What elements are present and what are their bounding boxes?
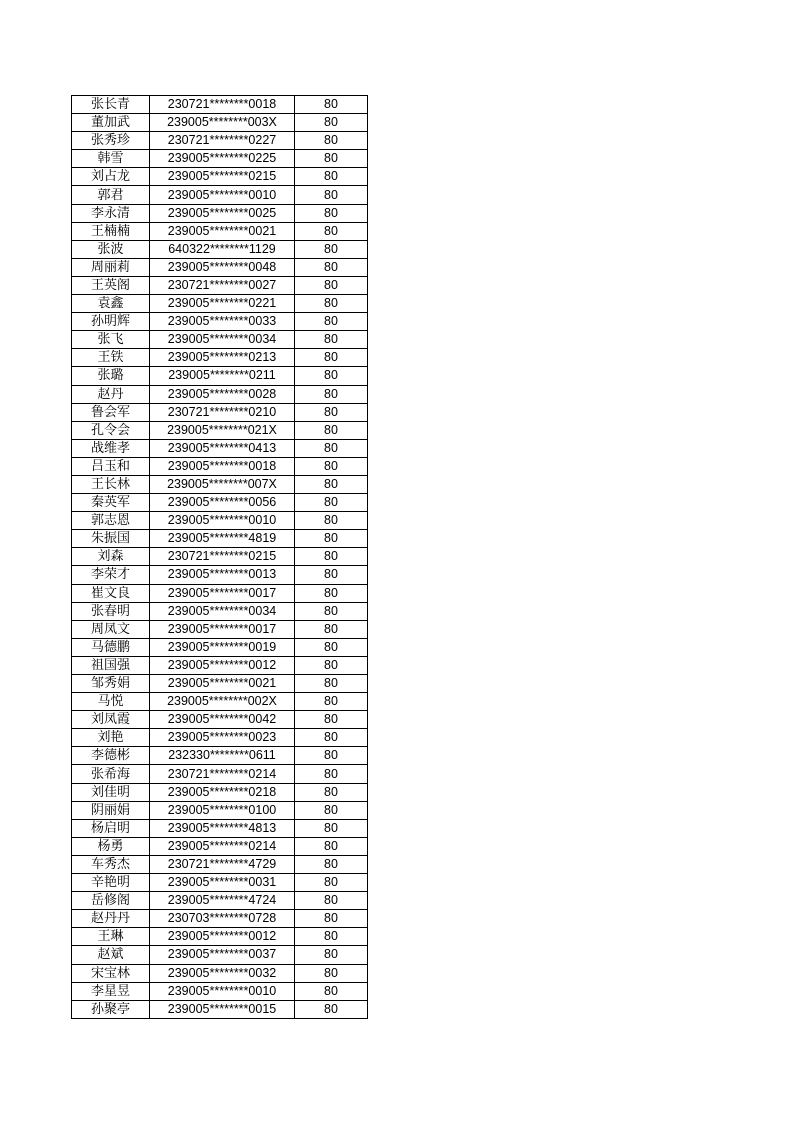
table-row xyxy=(72,186,368,204)
score-cell: 80 xyxy=(295,150,368,168)
id-number-cell: 239005********0048 xyxy=(150,258,295,276)
table-row xyxy=(72,494,368,512)
name-cell: 赵丹 xyxy=(72,385,150,403)
id-number-cell: 239005********002X xyxy=(150,693,295,711)
id-number-cell: 239005********0010 xyxy=(150,512,295,530)
score-cell: 80 xyxy=(295,132,368,150)
score-cell: 80 xyxy=(295,765,368,783)
name-cell: 岳修阁 xyxy=(72,892,150,910)
name-cell: 赵斌 xyxy=(72,946,150,964)
id-number-cell: 239005********0017 xyxy=(150,620,295,638)
name-cell: 张春明 xyxy=(72,602,150,620)
id-number-cell: 239005********0034 xyxy=(150,602,295,620)
score-cell: 80 xyxy=(295,946,368,964)
table-row xyxy=(72,910,368,928)
table-row xyxy=(72,855,368,873)
id-number-cell: 239005********0056 xyxy=(150,494,295,512)
score-cell: 80 xyxy=(295,566,368,584)
score-cell: 80 xyxy=(295,855,368,873)
table-row xyxy=(72,656,368,674)
name-cell: 张飞 xyxy=(72,331,150,349)
name-cell: 董加武 xyxy=(72,114,150,132)
id-number-cell: 239005********0100 xyxy=(150,801,295,819)
id-number-cell: 239005********0021 xyxy=(150,675,295,693)
name-cell: 刘占龙 xyxy=(72,168,150,186)
name-cell: 崔文良 xyxy=(72,584,150,602)
table-row xyxy=(72,240,368,258)
score-cell: 80 xyxy=(295,439,368,457)
table-row xyxy=(72,892,368,910)
id-number-cell: 239005********0031 xyxy=(150,874,295,892)
name-cell: 李德彬 xyxy=(72,747,150,765)
id-number-cell: 239005********0033 xyxy=(150,313,295,331)
table-row xyxy=(72,512,368,530)
name-cell: 邹秀娟 xyxy=(72,675,150,693)
table-row xyxy=(72,457,368,475)
name-cell: 朱振国 xyxy=(72,530,150,548)
name-cell: 张秀珍 xyxy=(72,132,150,150)
score-cell: 80 xyxy=(295,295,368,313)
score-cell: 80 xyxy=(295,114,368,132)
score-cell: 80 xyxy=(295,313,368,331)
id-number-cell: 239005********0017 xyxy=(150,584,295,602)
score-cell: 80 xyxy=(295,385,368,403)
table-row xyxy=(72,475,368,493)
table-row xyxy=(72,96,368,114)
name-cell: 李永清 xyxy=(72,204,150,222)
table-row xyxy=(72,1000,368,1018)
table-row xyxy=(72,349,368,367)
id-number-cell: 239005********0028 xyxy=(150,385,295,403)
score-cell: 80 xyxy=(295,548,368,566)
table-row xyxy=(72,765,368,783)
score-cell: 80 xyxy=(295,638,368,656)
score-cell: 80 xyxy=(295,729,368,747)
id-number-cell: 239005********0032 xyxy=(150,964,295,982)
name-cell: 战维孝 xyxy=(72,439,150,457)
table-row xyxy=(72,222,368,240)
name-cell: 张希海 xyxy=(72,765,150,783)
name-cell: 杨勇 xyxy=(72,837,150,855)
score-cell: 80 xyxy=(295,530,368,548)
table-row xyxy=(72,946,368,964)
score-cell: 80 xyxy=(295,512,368,530)
id-number-cell: 230703********0728 xyxy=(150,910,295,928)
score-cell: 80 xyxy=(295,331,368,349)
id-number-cell: 239005********0023 xyxy=(150,729,295,747)
score-cell: 80 xyxy=(295,693,368,711)
score-cell: 80 xyxy=(295,620,368,638)
id-number-cell: 230721********0210 xyxy=(150,403,295,421)
id-number-cell: 239005********0010 xyxy=(150,982,295,1000)
table-row xyxy=(72,729,368,747)
score-cell: 80 xyxy=(295,783,368,801)
id-number-cell: 230721********0227 xyxy=(150,132,295,150)
name-cell: 王英阁 xyxy=(72,276,150,294)
id-number-cell: 230721********0027 xyxy=(150,276,295,294)
score-cell: 80 xyxy=(295,421,368,439)
name-cell: 王长林 xyxy=(72,475,150,493)
id-number-cell: 239005********0021 xyxy=(150,222,295,240)
table-row xyxy=(72,747,368,765)
table-row xyxy=(72,132,368,150)
name-cell: 祖国强 xyxy=(72,656,150,674)
table-row xyxy=(72,295,368,313)
table-row xyxy=(72,258,368,276)
table-row xyxy=(72,403,368,421)
name-cell: 郭志恩 xyxy=(72,512,150,530)
table-row xyxy=(72,168,368,186)
table-row xyxy=(72,204,368,222)
name-cell: 周凤文 xyxy=(72,620,150,638)
name-cell: 张波 xyxy=(72,240,150,258)
score-cell: 80 xyxy=(295,168,368,186)
score-cell: 80 xyxy=(295,222,368,240)
table-row xyxy=(72,711,368,729)
score-cell: 80 xyxy=(295,276,368,294)
table-row xyxy=(72,693,368,711)
name-cell: 王琳 xyxy=(72,928,150,946)
score-cell: 80 xyxy=(295,874,368,892)
table-row xyxy=(72,675,368,693)
id-number-cell: 239005********0225 xyxy=(150,150,295,168)
table-row xyxy=(72,530,368,548)
name-cell: 马德鹏 xyxy=(72,638,150,656)
table-row xyxy=(72,439,368,457)
score-cell: 80 xyxy=(295,349,368,367)
score-cell: 80 xyxy=(295,457,368,475)
id-number-cell: 239005********021X xyxy=(150,421,295,439)
name-cell: 郭君 xyxy=(72,186,150,204)
score-cell: 80 xyxy=(295,711,368,729)
id-number-cell: 239005********0221 xyxy=(150,295,295,313)
name-cell: 刘凤霞 xyxy=(72,711,150,729)
table-row xyxy=(72,638,368,656)
table-row xyxy=(72,367,368,385)
id-number-cell: 239005********0018 xyxy=(150,457,295,475)
id-number-cell: 640322********1129 xyxy=(150,240,295,258)
id-number-cell: 230721********0215 xyxy=(150,548,295,566)
id-number-cell: 239005********0215 xyxy=(150,168,295,186)
id-number-cell: 239005********0019 xyxy=(150,638,295,656)
score-cell: 80 xyxy=(295,258,368,276)
score-cell: 80 xyxy=(295,910,368,928)
name-cell: 刘佳明 xyxy=(72,783,150,801)
table-row xyxy=(72,313,368,331)
id-number-cell: 239005********0013 xyxy=(150,566,295,584)
name-cell: 鲁会军 xyxy=(72,403,150,421)
name-cell: 车秀杰 xyxy=(72,855,150,873)
id-number-cell: 230721********0214 xyxy=(150,765,295,783)
table-row xyxy=(72,584,368,602)
score-cell: 80 xyxy=(295,928,368,946)
table-row xyxy=(72,385,368,403)
score-cell: 80 xyxy=(295,403,368,421)
name-cell: 赵丹丹 xyxy=(72,910,150,928)
id-number-cell: 239005********0218 xyxy=(150,783,295,801)
name-cell: 孙聚亭 xyxy=(72,1000,150,1018)
score-cell: 80 xyxy=(295,96,368,114)
name-cell: 秦英军 xyxy=(72,494,150,512)
table-row xyxy=(72,566,368,584)
score-cell: 80 xyxy=(295,602,368,620)
id-number-cell: 239005********0015 xyxy=(150,1000,295,1018)
name-cell: 刘艳 xyxy=(72,729,150,747)
id-number-cell: 239005********0211 xyxy=(150,367,295,385)
table-row xyxy=(72,928,368,946)
table-row xyxy=(72,548,368,566)
name-cell: 吕玉和 xyxy=(72,457,150,475)
table-row xyxy=(72,982,368,1000)
id-number-cell: 230721********0018 xyxy=(150,96,295,114)
id-number-cell: 239005********4819 xyxy=(150,530,295,548)
id-number-cell: 239005********4813 xyxy=(150,819,295,837)
table-row xyxy=(72,874,368,892)
name-cell: 韩雪 xyxy=(72,150,150,168)
score-cell: 80 xyxy=(295,801,368,819)
score-cell: 80 xyxy=(295,675,368,693)
score-cell: 80 xyxy=(295,656,368,674)
score-cell: 80 xyxy=(295,747,368,765)
name-cell: 王楠楠 xyxy=(72,222,150,240)
id-number-cell: 239005********0213 xyxy=(150,349,295,367)
name-cell: 王铁 xyxy=(72,349,150,367)
name-cell: 杨启明 xyxy=(72,819,150,837)
name-cell: 宋宝林 xyxy=(72,964,150,982)
score-cell: 80 xyxy=(295,367,368,385)
name-cell: 阴丽娟 xyxy=(72,801,150,819)
table-row xyxy=(72,964,368,982)
roster-table xyxy=(71,95,368,1019)
id-number-cell: 239005********0034 xyxy=(150,331,295,349)
id-number-cell: 239005********0042 xyxy=(150,711,295,729)
id-number-cell: 239005********0010 xyxy=(150,186,295,204)
score-cell: 80 xyxy=(295,475,368,493)
score-cell: 80 xyxy=(295,1000,368,1018)
name-cell: 李荣才 xyxy=(72,566,150,584)
roster-table-body xyxy=(72,96,368,1019)
score-cell: 80 xyxy=(295,186,368,204)
name-cell: 张璐 xyxy=(72,367,150,385)
name-cell: 马悦 xyxy=(72,693,150,711)
id-number-cell: 230721********4729 xyxy=(150,855,295,873)
id-number-cell: 239005********4724 xyxy=(150,892,295,910)
table-row xyxy=(72,801,368,819)
id-number-cell: 239005********003X xyxy=(150,114,295,132)
table-row xyxy=(72,602,368,620)
score-cell: 80 xyxy=(295,204,368,222)
table-row xyxy=(72,783,368,801)
id-number-cell: 239005********0214 xyxy=(150,837,295,855)
score-cell: 80 xyxy=(295,892,368,910)
name-cell: 张长青 xyxy=(72,96,150,114)
id-number-cell: 232330********0611 xyxy=(150,747,295,765)
table-row xyxy=(72,819,368,837)
score-cell: 80 xyxy=(295,494,368,512)
table-row xyxy=(72,114,368,132)
score-cell: 80 xyxy=(295,837,368,855)
name-cell: 孔令会 xyxy=(72,421,150,439)
id-number-cell: 239005********007X xyxy=(150,475,295,493)
score-cell: 80 xyxy=(295,584,368,602)
name-cell: 李星昱 xyxy=(72,982,150,1000)
id-number-cell: 239005********0012 xyxy=(150,928,295,946)
name-cell: 周丽莉 xyxy=(72,258,150,276)
table-row xyxy=(72,837,368,855)
score-cell: 80 xyxy=(295,964,368,982)
score-cell: 80 xyxy=(295,819,368,837)
table-row xyxy=(72,620,368,638)
id-number-cell: 239005********0025 xyxy=(150,204,295,222)
name-cell: 辛艳明 xyxy=(72,874,150,892)
name-cell: 袁鑫 xyxy=(72,295,150,313)
table-row xyxy=(72,421,368,439)
id-number-cell: 239005********0037 xyxy=(150,946,295,964)
table-row xyxy=(72,276,368,294)
score-cell: 80 xyxy=(295,240,368,258)
table-row xyxy=(72,150,368,168)
score-cell: 80 xyxy=(295,982,368,1000)
name-cell: 孙明辉 xyxy=(72,313,150,331)
id-number-cell: 239005********0413 xyxy=(150,439,295,457)
table-row xyxy=(72,331,368,349)
name-cell: 刘森 xyxy=(72,548,150,566)
id-number-cell: 239005********0012 xyxy=(150,656,295,674)
